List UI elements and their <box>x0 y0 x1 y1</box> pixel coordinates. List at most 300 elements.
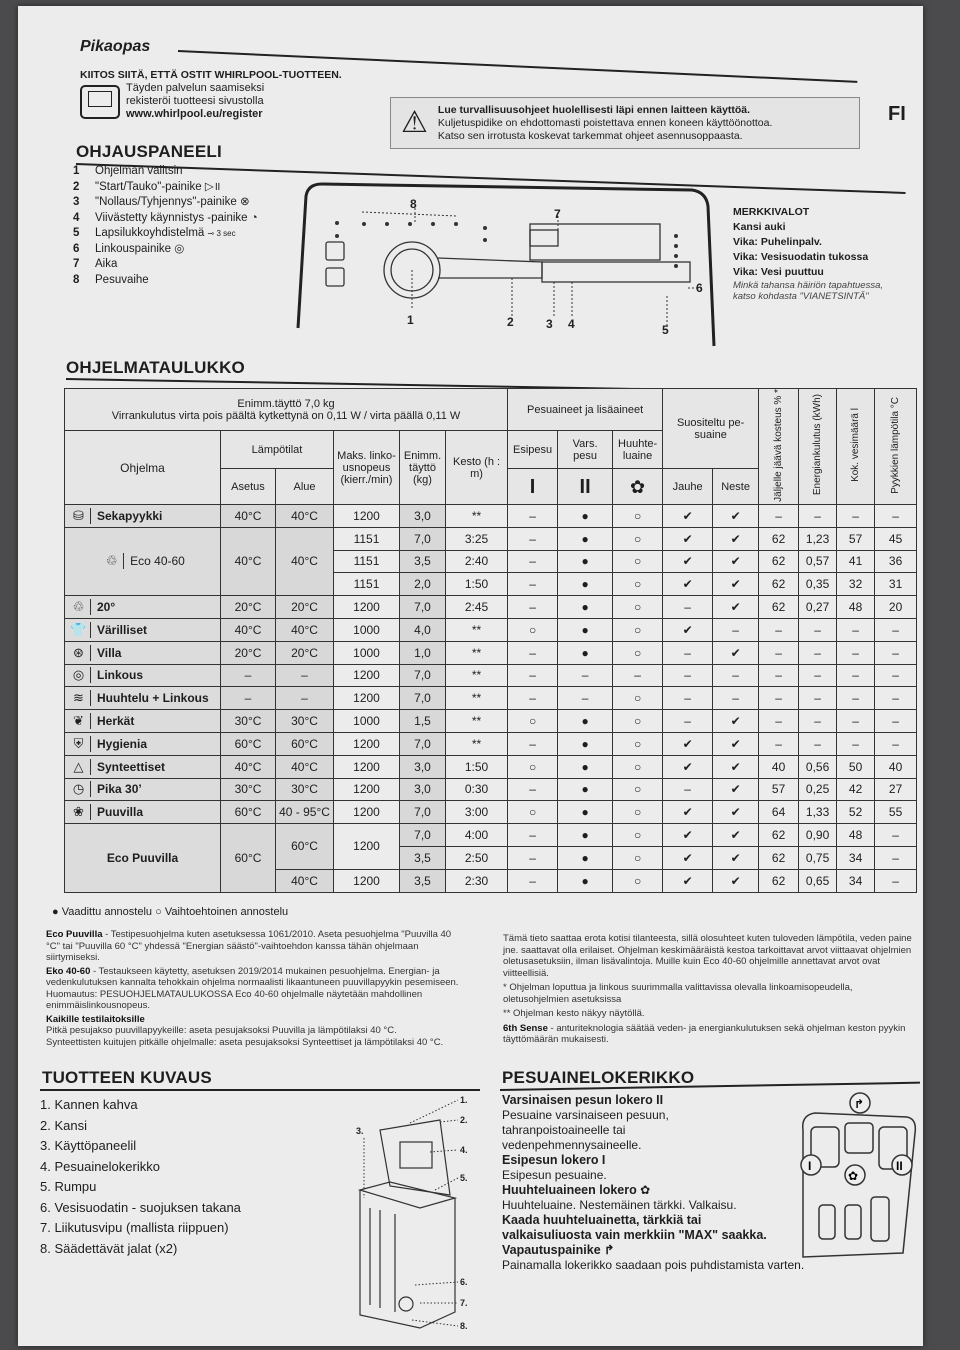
cell-moisture: – <box>759 641 799 664</box>
cell-water: 41 <box>837 550 875 573</box>
cell-energy: 0,27 <box>799 596 837 619</box>
cell-range: 40°C <box>276 527 334 595</box>
table-row <box>65 527 917 550</box>
cell-powder: ✔ <box>663 573 713 596</box>
cell-moisture: 62 <box>759 527 799 550</box>
cell-powder: – <box>663 596 713 619</box>
cell-moisture: 62 <box>759 596 799 619</box>
cell-prewash: ○ <box>508 755 558 778</box>
cell-moisture: 40 <box>759 755 799 778</box>
cell-moisture: 62 <box>759 573 799 596</box>
cell-spin-speed: 1200 <box>334 664 400 687</box>
table-row <box>65 596 917 619</box>
cell-softener: ○ <box>613 869 663 892</box>
cell-softener: ○ <box>613 618 663 641</box>
computer-icon <box>80 85 120 119</box>
delay-icon: ◔ <box>250 211 258 224</box>
cell-duration: ** <box>446 641 508 664</box>
cell-energy: – <box>799 687 837 710</box>
col-moisture: Jäljelle jäävä kosteus % * <box>773 388 785 502</box>
cell-max-load: 3,0 <box>400 778 446 801</box>
cell-laundry-temp: – <box>875 846 917 869</box>
cell-range: 30°C <box>276 778 334 801</box>
cell-energy: – <box>799 505 837 528</box>
col-laundry-temp: Pyykkien lämpötila °C <box>890 396 902 494</box>
thanks-text: KIITOS SIITÄ, ETTÄ OSTIT WHIRLPOOL-TUOTTEEN. <box>80 69 342 81</box>
col-setting: Asetus <box>221 469 276 505</box>
spin-icon: ◎ <box>67 667 91 683</box>
cell-energy: – <box>799 710 837 733</box>
cell-duration: ** <box>446 687 508 710</box>
cell-duration: 4:00 <box>446 824 508 847</box>
cell-program <box>65 801 221 824</box>
cell-water: – <box>837 505 875 528</box>
cell-range: 20°C <box>276 596 334 619</box>
cell-setting: 60°C <box>221 801 276 824</box>
cell-laundry-temp: 27 <box>875 778 917 801</box>
callout-2: 2 <box>507 315 514 329</box>
control-panel-heading: OHJAUSPANEELI <box>76 142 222 161</box>
drawer-heading: PESUAINELOKERIKKO <box>502 1068 695 1087</box>
part-callout: 7. <box>460 1298 468 1308</box>
col-detergents: Pesuaineet ja lisäaineet <box>508 389 663 431</box>
mainwash-compartment-icon: II <box>656 1093 664 1107</box>
cell-laundry-temp: – <box>875 641 917 664</box>
cell-mainwash: ● <box>558 869 613 892</box>
cell-max-load: 1,0 <box>400 641 446 664</box>
cell-program <box>65 732 221 755</box>
cell-liquid: – <box>713 618 759 641</box>
part-item: 8. Säädettävät jalat (x2) <box>40 1240 178 1256</box>
cell-mainwash: ● <box>558 550 613 573</box>
control-item: 4 Viivästetty käynnistys -painike ◔ <box>73 211 258 224</box>
warning-line: Katso sen irrotusta koskevat tarkemmat ohjeet asennusoppaasta. <box>437 129 743 142</box>
cell-max-load: 7,0 <box>400 596 446 619</box>
cell-duration: ** <box>446 732 508 755</box>
part-callout: 2. <box>460 1115 468 1125</box>
cell-energy: 0,90 <box>799 824 837 847</box>
main-wash-title: Varsinaisen pesun lokero <box>502 1093 653 1107</box>
notes-left <box>46 929 466 1048</box>
table-row <box>65 641 917 664</box>
cell-powder: – <box>663 664 713 687</box>
part-callout: 5. <box>460 1173 468 1183</box>
softener-title: Huuhteluaineen lokero <box>502 1183 637 1197</box>
cell-duration: 3:00 <box>446 801 508 824</box>
cell-liquid: ✔ <box>713 869 759 892</box>
cell-program <box>65 687 221 710</box>
note-6th-sense: 6th Sense - anturiteknologia säätää veden- ja energiankulutuksen sekä ohjelman keston pyykin täyttömäärän mukaisesti. <box>503 1022 906 1045</box>
cell-max-load: 7,0 <box>400 801 446 824</box>
cell-duration: ** <box>446 710 508 733</box>
program-table-heading: OHJELMATAULUKKO <box>66 358 245 377</box>
cell-program <box>65 755 221 778</box>
cell-softener: ○ <box>613 778 663 801</box>
cell-max-load: 7,0 <box>400 687 446 710</box>
cell-powder: ✔ <box>663 801 713 824</box>
cell-mainwash: ● <box>558 801 613 824</box>
cell-setting: 60°C <box>221 824 276 892</box>
cell-laundry-temp: – <box>875 664 917 687</box>
cell-water: 48 <box>837 824 875 847</box>
cell-setting: 20°C <box>221 596 276 619</box>
product-parts-list <box>40 1095 241 1259</box>
hygiene-icon: ⛨ <box>67 736 91 752</box>
cell-range: 40°C <box>276 618 334 641</box>
cell-max-load: 3,0 <box>400 755 446 778</box>
col-spin-speed: Maks. linko-usnopeus (kierr./min) <box>334 431 400 505</box>
cell-powder: ✔ <box>663 505 713 528</box>
cell-energy: – <box>799 618 837 641</box>
cell-mainwash: – <box>558 664 613 687</box>
cell-powder: – <box>663 710 713 733</box>
cell-prewash: – <box>508 732 558 755</box>
cell-duration: ** <box>446 618 508 641</box>
warning-title: Lue turvallisuusohjeet huolellisesti läpi ennen laitteen käyttöä. <box>437 103 751 116</box>
cell-duration: 2:40 <box>446 550 508 573</box>
cell-softener: ○ <box>613 573 663 596</box>
release-arrow-icon: ↱ <box>604 1243 615 1257</box>
doc-title: Pikaopas <box>80 38 151 55</box>
part-item: 3. Käyttöpaneelil <box>40 1138 137 1153</box>
table-row <box>65 710 917 733</box>
cell-laundry-temp: 20 <box>875 596 917 619</box>
cell-moisture: – <box>759 505 799 528</box>
control-panel-diagram <box>292 178 722 350</box>
indicator-filter-clogged: Vika: Vesisuodatin tukossa <box>733 251 869 263</box>
cell-water: 34 <box>837 846 875 869</box>
col-powder: Jauhe <box>663 469 713 505</box>
col-recommended: Suositeltu pe-suaine <box>663 389 759 469</box>
table-row <box>65 778 917 801</box>
cell-softener: ○ <box>613 710 663 733</box>
col-water: Kok. vesimäärä l <box>850 408 862 482</box>
indicator-service: Vika: Puhelinpalv. <box>733 236 822 248</box>
washing-machine-drawing <box>340 1090 480 1335</box>
cell-water: – <box>837 732 875 755</box>
spin-icon: ◎ <box>174 242 185 255</box>
col-prewash: Esipesu <box>508 431 558 469</box>
svg-text:II: II <box>896 1159 903 1173</box>
cell-mainwash: ● <box>558 824 613 847</box>
note-star1: * Ohjelman loputtua ja linkous suurimmalla valittavissa olevalla linkoamisopeudella, oletusohjelmien asetuksissa <box>503 982 853 1005</box>
control-item: 5 Lapsilukkoyhdistelmä ⊸ 3 sec <box>73 227 236 239</box>
cell-water: 34 <box>837 869 875 892</box>
cell-range: 60°C <box>276 824 334 870</box>
cell-energy: – <box>799 732 837 755</box>
cell-setting: 20°C <box>221 641 276 664</box>
cell-prewash: – <box>508 505 558 528</box>
cell-range: 40 - 95°C <box>276 801 334 824</box>
col-energy: Energiankulutus (kWh) <box>812 394 824 496</box>
note-eco-4060: Eko 40-60 - Testaukseen käytetty, asetuksen 2019/2014 mukainen pesuohjelma. Energian- ja vedenkulutuksen kannalta tehokkain ohjelma normaalisti likaantuneen puuvillapyykin pesemiseen. Huomautus: PESUOHJELMATAULUKOSSA Eco 40-60 ohjelmalle näytetään mahdollinen enimmäislinkousnopeus. <box>46 965 459 1011</box>
cell-duration: 2:30 <box>446 869 508 892</box>
col-program: Ohjelma <box>65 431 221 505</box>
cell-liquid: – <box>713 687 759 710</box>
cell-mainwash: ● <box>558 778 613 801</box>
cell-powder: ✔ <box>663 527 713 550</box>
cell-liquid: – <box>713 664 759 687</box>
drawer-description <box>502 1093 805 1273</box>
cell-prewash: – <box>508 664 558 687</box>
indicator-lid-open: Kansi auki <box>733 221 786 233</box>
note-star2: ** Ohjelman kesto näkyy näytöllä. <box>503 1008 645 1019</box>
cotton-icon: ❀ <box>67 804 91 820</box>
cell-spin-speed: 1200 <box>334 596 400 619</box>
cell-powder: ✔ <box>663 869 713 892</box>
program-name: Huuhtelu + Linkous <box>97 691 209 706</box>
cell-water: 52 <box>837 801 875 824</box>
control-item: 8 Pesuvaihe <box>73 273 149 286</box>
cell-moisture: – <box>759 618 799 641</box>
cell-softener: ○ <box>613 596 663 619</box>
cell-range: 20°C <box>276 641 334 664</box>
cell-program <box>65 824 221 892</box>
callout-6: 6 <box>696 281 703 295</box>
cell-max-load: 3,5 <box>400 550 446 573</box>
cell-energy: 0,56 <box>799 755 837 778</box>
cell-setting: 40°C <box>221 618 276 641</box>
cell-range: 60°C <box>276 732 334 755</box>
cell-max-load: 7,0 <box>400 732 446 755</box>
synthetics-icon: △ <box>67 759 91 775</box>
cell-duration: 2:50 <box>446 846 508 869</box>
part-item: 5. Rumpu <box>40 1179 97 1194</box>
cell-water: 48 <box>837 596 875 619</box>
quick30-icon: ◷ <box>67 781 91 797</box>
cell-max-load: 7,0 <box>400 664 446 687</box>
part-item: 1. Kannen kahva <box>40 1097 138 1112</box>
cell-spin-speed: 1000 <box>334 710 400 733</box>
cell-water: – <box>837 710 875 733</box>
prewash-text: Esipesun pesuaine. <box>502 1168 607 1182</box>
cell-range: 40°C <box>276 869 334 892</box>
cell-powder: ✔ <box>663 824 713 847</box>
cell-program <box>65 618 221 641</box>
start-pause-icon: ▷॥ <box>204 180 221 193</box>
table-row <box>65 505 917 528</box>
callout-1: 1 <box>407 313 414 327</box>
table-row <box>65 755 917 778</box>
cell-duration: 1:50 <box>446 755 508 778</box>
cell-setting: – <box>221 664 276 687</box>
reset-icon: ⊗ <box>239 196 250 208</box>
cell-range: 40°C <box>276 505 334 528</box>
cell-liquid: ✔ <box>713 505 759 528</box>
cell-liquid: ✔ <box>713 641 759 664</box>
wool-icon: ⊛ <box>67 645 91 661</box>
program-name: Eco 40-60 <box>130 554 185 569</box>
indicator-note: Minkä tahansa häiriön tapahtuessa, <box>733 280 883 291</box>
cell-powder: – <box>663 687 713 710</box>
cell-range: – <box>276 687 334 710</box>
cell-energy: 0,57 <box>799 550 837 573</box>
softener-text: Huuhteluaine. Nestemäinen tärkki. Valkaisu. <box>502 1198 737 1212</box>
program-name: Värilliset <box>97 622 148 637</box>
cell-softener: ○ <box>613 641 663 664</box>
cell-softener: ○ <box>613 505 663 528</box>
cell-liquid: ✔ <box>713 573 759 596</box>
cell-liquid: ✔ <box>713 755 759 778</box>
cell-program <box>65 641 221 664</box>
part-callout: 3. <box>356 1126 364 1136</box>
cell-mainwash: ● <box>558 573 613 596</box>
cell-moisture: 62 <box>759 824 799 847</box>
cell-duration: 3:25 <box>446 527 508 550</box>
cell-spin-speed: 1200 <box>334 824 400 870</box>
mixed-icon: ⛁ <box>67 508 91 524</box>
callout-4: 4 <box>568 317 575 331</box>
cell-duration: 0:30 <box>446 778 508 801</box>
cell-energy: – <box>799 664 837 687</box>
cell-spin-speed: 1200 <box>334 505 400 528</box>
cell-setting: 30°C <box>221 710 276 733</box>
cell-max-load: 3,0 <box>400 505 446 528</box>
table-row <box>65 664 917 687</box>
note-disclaimer: Tämä tieto saattaa erota kotisi tilanteesta, sillä olosuhteet kuten tuloveden lämpötila, veden paine jne. saattavat olla erilaiset. Ohjelman keskimääräistä kestoa tarkoittavat arvot viittaavat ohjelmien oletusasetuksiin, ilman lisävalintoja. Muille kuin Eco 40-60 ohjelmille annettavat arvot ovat viitteellisiä. <box>503 933 912 979</box>
part-callout: 1. <box>460 1095 468 1105</box>
cell-duration: 2:45 <box>446 596 508 619</box>
cell-spin-speed: 1200 <box>334 732 400 755</box>
dosing-legend <box>52 906 288 918</box>
softener-warning: valkaisuliuosta vain merkkiin "MAX" saakka. <box>502 1228 767 1242</box>
cell-mainwash: ● <box>558 755 613 778</box>
cell-liquid: ✔ <box>713 824 759 847</box>
col-max-load: Enimm. täyttö (kg) <box>400 431 446 505</box>
col-mainwash: Vars. pesu <box>558 431 613 469</box>
program-name: Herkät <box>97 714 135 729</box>
cell-laundry-temp: – <box>875 869 917 892</box>
key-lock-icon: ⊸ 3 sec <box>207 229 236 238</box>
cell-mainwash: – <box>558 687 613 710</box>
cell-powder: – <box>663 641 713 664</box>
cell-liquid: ✔ <box>713 550 759 573</box>
cell-program <box>65 596 221 619</box>
cell-program <box>65 778 221 801</box>
release-title: Vapautuspainike <box>502 1243 601 1257</box>
cell-mainwash: ● <box>558 710 613 733</box>
note-labs-title: Kaikille testilaitoksille <box>46 1013 145 1025</box>
part-callout: 6. <box>460 1277 468 1287</box>
callout-5: 5 <box>662 323 669 337</box>
cell-powder: ✔ <box>663 755 713 778</box>
cell-laundry-temp: – <box>875 618 917 641</box>
detergent-drawer-drawing <box>795 1085 920 1265</box>
cell-spin-speed: 1151 <box>334 573 400 596</box>
cell-moisture: – <box>759 732 799 755</box>
cell-mainwash: ● <box>558 846 613 869</box>
cell-moisture: 62 <box>759 846 799 869</box>
indicator-no-water: Vika: Vesi puuttuu <box>733 266 824 278</box>
control-item: 6 Linkouspainike ◎ <box>73 242 185 255</box>
cell-range: 40°C <box>276 755 334 778</box>
cell-softener: ○ <box>613 846 663 869</box>
cell-duration: ** <box>446 664 508 687</box>
cell-setting: 40°C <box>221 527 276 595</box>
warning-line: Kuljetuspidike on ehdottomasti poistettava ennen koneen käyttöönottoa. <box>437 116 773 129</box>
callout-3: 3 <box>546 317 553 331</box>
cell-softener: ○ <box>613 687 663 710</box>
cell-setting: – <box>221 687 276 710</box>
cell-moisture: 64 <box>759 801 799 824</box>
cell-liquid: ✔ <box>713 801 759 824</box>
language-code: FI <box>888 103 906 125</box>
delicates-icon: ❦ <box>67 713 91 729</box>
cell-powder: ✔ <box>663 846 713 869</box>
cell-mainwash: ● <box>558 732 613 755</box>
part-item: 2. Kansi <box>40 1117 87 1133</box>
cell-prewash: – <box>508 527 558 550</box>
cell-program <box>65 710 221 733</box>
prewash-title: Esipesun lokero <box>502 1153 599 1167</box>
svg-text:↱: ↱ <box>854 1097 865 1111</box>
cell-max-load: 7,0 <box>400 824 446 847</box>
cell-water: – <box>837 618 875 641</box>
cell-moisture: – <box>759 710 799 733</box>
cell-setting: 40°C <box>221 755 276 778</box>
program-name: Synteettiset <box>97 759 166 774</box>
cell-max-load: 2,0 <box>400 573 446 596</box>
cell-laundry-temp: – <box>875 710 917 733</box>
cell-softener: – <box>613 664 663 687</box>
register-link[interactable]: www.whirlpool.eu/register <box>126 108 263 120</box>
cell-energy: 0,75 <box>799 846 837 869</box>
cell-spin-speed: 1200 <box>334 801 400 824</box>
part-item: 4. Pesuainelokerikko <box>40 1158 160 1174</box>
svg-text:✿: ✿ <box>848 1169 859 1183</box>
col-range: Alue <box>276 469 334 505</box>
indicator-note: katso kohdasta "VIANETSINTÄ" <box>733 291 869 302</box>
cell-moisture: 62 <box>759 550 799 573</box>
note-labs-line: Pitkä pesujakso puuvillapyykeille: aseta pesujaksoksi Puuvilla ja lämpötilaksi 40 °C. <box>46 1025 397 1036</box>
cell-program <box>65 505 221 528</box>
main-wash-text: Pesuaine varsinaiseen pesuun, <box>502 1108 669 1122</box>
rinse-spin-icon: ≋ <box>67 690 91 706</box>
prewash-compartment-icon: I <box>601 1153 606 1167</box>
cell-prewash: – <box>508 550 558 573</box>
cell-liquid: ✔ <box>713 778 759 801</box>
cell-mainwash: ● <box>558 527 613 550</box>
indicators-heading: MERKKIVALOT <box>733 206 810 218</box>
register-line: rekisteröi tuotteesi sivustolla <box>126 95 264 107</box>
cell-max-load: 1,5 <box>400 710 446 733</box>
cell-program <box>65 664 221 687</box>
cell-spin-speed: 1151 <box>334 527 400 550</box>
product-heading: TUOTTEEN KUVAUS <box>42 1068 212 1087</box>
legend-optional: Vaihtoehtoinen annostelu <box>164 906 289 918</box>
cell-water: – <box>837 664 875 687</box>
cell-powder: ✔ <box>663 618 713 641</box>
safety-warning <box>390 97 860 149</box>
softener-warning: Kaada huuhteluainetta, tärkkiä tai <box>502 1213 702 1227</box>
cell-powder: ✔ <box>663 732 713 755</box>
cell-spin-speed: 1200 <box>334 687 400 710</box>
cell-energy: – <box>799 641 837 664</box>
cell-moisture: 57 <box>759 778 799 801</box>
register-line: Täyden palvelun saamiseksi <box>126 82 265 94</box>
cell-moisture: – <box>759 687 799 710</box>
cell-prewash: – <box>508 641 558 664</box>
cell-setting: 30°C <box>221 778 276 801</box>
program-name: Villa <box>97 645 122 660</box>
cell-water: 42 <box>837 778 875 801</box>
cell-softener: ○ <box>613 527 663 550</box>
col-liquid: Neste <box>713 469 759 505</box>
cell-laundry-temp: 36 <box>875 550 917 573</box>
cell-max-load: 7,0 <box>400 527 446 550</box>
table-row <box>65 801 917 824</box>
cell-mainwash: ● <box>558 596 613 619</box>
